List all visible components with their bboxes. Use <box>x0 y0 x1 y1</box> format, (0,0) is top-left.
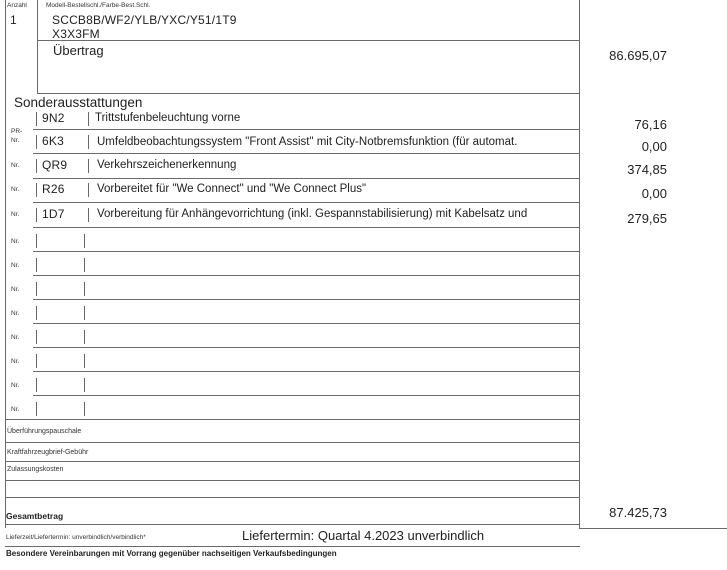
total-top-line <box>5 497 580 498</box>
option-code: 6K3 <box>42 134 64 148</box>
option-description: Trittstufenbeleuchtung vorne <box>95 112 241 124</box>
row-divider <box>88 183 89 197</box>
row-divider <box>36 354 37 368</box>
row-line <box>33 129 580 130</box>
option-code: R26 <box>42 182 65 196</box>
footer-agreements: Besondere Vereinbarungen mit Vorrang gegenüber nachseitigen Verkaufsbedingungen <box>6 549 337 558</box>
uebertrag-top-line <box>37 40 580 41</box>
row-divider <box>36 378 37 392</box>
option-description: Umfeldbeobachtungssystem "Front Assist" mit City-Notbremsfunktion (für automat. <box>97 136 518 148</box>
row-divider <box>88 112 89 126</box>
row-line <box>5 419 580 420</box>
delivery-label: Lieferzeit/Liefertermin: unverbindlich/verbindlich* <box>6 534 146 541</box>
quantity-value: 1 <box>10 13 17 27</box>
left-border <box>5 0 6 528</box>
nr-label: Nr. <box>11 186 20 193</box>
row-divider <box>84 330 85 344</box>
option-price: 76,16 <box>634 117 667 132</box>
option-code: 1D7 <box>42 207 65 221</box>
uebertrag-label: Übertrag <box>53 43 104 58</box>
nr-label: Nr. <box>11 238 20 245</box>
row-divider <box>88 159 89 173</box>
fee-line <box>5 442 580 443</box>
nr-label: Nr. <box>11 262 20 269</box>
row-divider <box>36 112 37 126</box>
value-column-border <box>579 0 580 528</box>
row-divider <box>88 208 89 222</box>
nr-label: Nr. <box>11 162 20 169</box>
row-divider <box>36 282 37 296</box>
option-code: QR9 <box>42 158 68 172</box>
row-divider <box>84 282 85 296</box>
row-divider <box>84 378 85 392</box>
fee-kfz-brief-label: Kraftfahrzeugbrief-Gebühr <box>7 449 89 456</box>
row-divider <box>36 402 37 416</box>
row-divider <box>36 183 37 197</box>
row-line <box>33 178 580 179</box>
nr-label: Nr. <box>11 310 20 317</box>
fee-line <box>5 480 580 481</box>
option-price: 279,65 <box>627 211 667 226</box>
row-divider <box>36 159 37 173</box>
uebertrag-bottom-line <box>37 93 580 94</box>
pr-label: PR- <box>11 128 23 135</box>
row-line <box>33 251 580 252</box>
row-line <box>33 371 580 372</box>
row-divider <box>36 258 37 272</box>
row-divider <box>36 234 37 248</box>
row-line <box>33 202 580 203</box>
fee-line <box>5 461 580 462</box>
option-price: 374,85 <box>627 162 667 177</box>
fee-ueberfuehrung-label: Überführungspauschale <box>7 428 82 435</box>
total-value: 87.425,73 <box>609 505 667 520</box>
model-code: SCCB8B/WF2/YLB/YXC/Y51/1T9 <box>52 13 237 27</box>
row-divider <box>36 135 37 149</box>
option-description: Verkehrszeichenerkennung <box>97 159 237 171</box>
row-divider <box>84 234 85 248</box>
total-label: Gesamtbetrag <box>6 511 64 521</box>
row-divider <box>84 258 85 272</box>
quantity-column-border <box>37 0 38 93</box>
row-line <box>33 323 580 324</box>
row-divider <box>36 208 37 222</box>
row-divider <box>84 402 85 416</box>
model-code-2: X3X3FM <box>52 27 100 41</box>
row-divider <box>36 330 37 344</box>
option-code: 9N2 <box>42 111 65 125</box>
fee-zulassung-label: Zulassungskosten <box>7 466 64 473</box>
delivery-bottom-line <box>5 546 580 547</box>
uebertrag-value: 86.695,07 <box>609 48 667 63</box>
row-line <box>33 227 580 228</box>
nr-label: Nr. <box>11 211 20 218</box>
row-line <box>33 347 580 348</box>
nr-label: Nr. <box>11 382 20 389</box>
section-title: Sonderausstattungen <box>14 95 143 110</box>
row-line <box>33 395 580 396</box>
nr-label: Nr. <box>11 406 20 413</box>
row-divider <box>84 306 85 320</box>
option-price: 0,00 <box>641 186 667 201</box>
option-description: Vorbereitung für Anhängevorrichtung (inkl. Gespannstabilisierung) mit Kabelsatz und <box>97 208 528 220</box>
nr-label: Nr. <box>11 286 20 293</box>
row-divider <box>36 306 37 320</box>
row-line <box>33 299 580 300</box>
value-column-bottom-line <box>579 528 727 529</box>
row-line <box>33 275 580 276</box>
option-description: Vorbereitet für "We Connect" und "We Connect Plus" <box>97 183 367 195</box>
nr-label: Nr. <box>11 334 20 341</box>
anzahl-label: Anzahl <box>7 2 27 9</box>
model-label: Modell-Bestellschl./Farbe-Best.Schl. <box>46 2 151 9</box>
row-divider <box>88 135 89 149</box>
delivery-text: Liefertermin: Quartal 4.2023 unverbindlich <box>242 528 485 543</box>
nr-label: Nr. <box>11 137 20 144</box>
row-divider <box>84 354 85 368</box>
total-bottom-line <box>5 524 580 525</box>
option-price: 0,00 <box>641 139 667 154</box>
row-line <box>33 153 580 154</box>
nr-label: Nr. <box>11 358 20 365</box>
